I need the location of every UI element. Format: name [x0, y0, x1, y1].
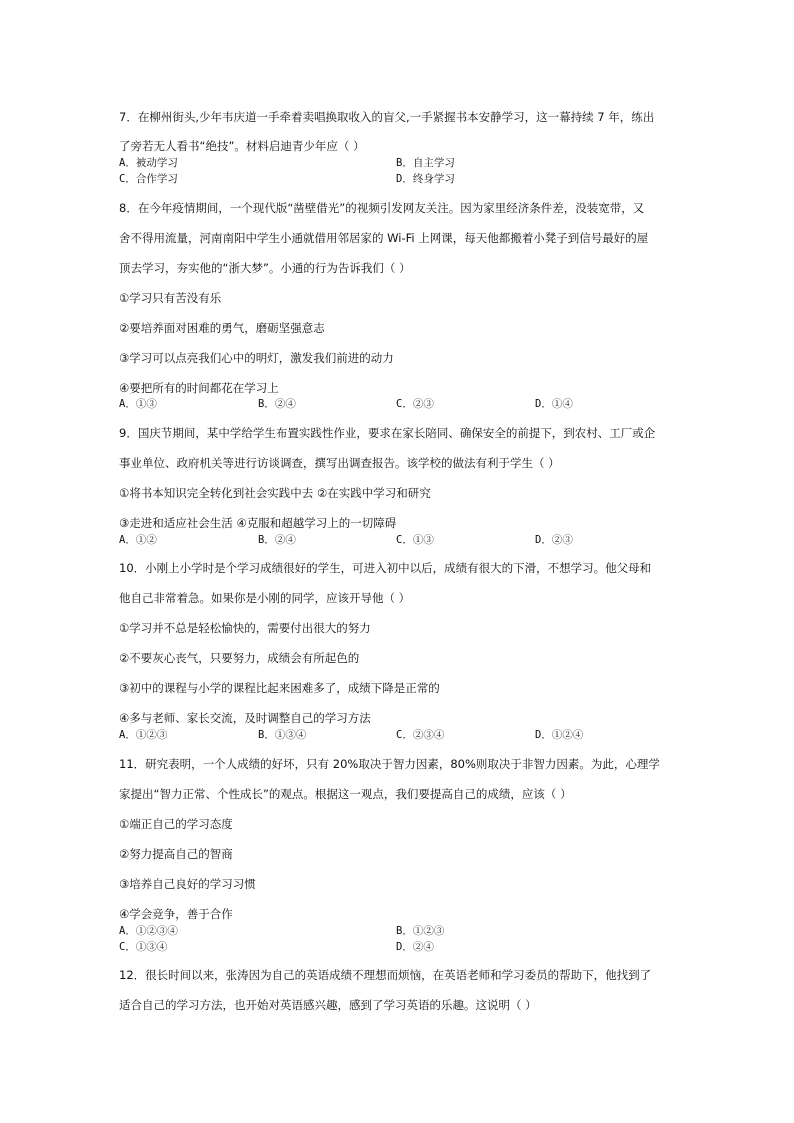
question-8-option-c[interactable]: C．②③ [396, 398, 434, 410]
question-11-statement-1: ①端正自己的学习态度 [119, 817, 233, 831]
question-7-stem-line-1: 7．在柳州街头,少年韦庆道一手牵着卖唱换取收入的盲父,一手紧握书本安静学习，这一幕持续 7 年，练出 [119, 110, 655, 124]
question-9-stem-line-1: 9．国庆节期间，某中学给学生布置实践性作业，要求在家长陪同、确保安全的前提下，到农村、工厂或企 [119, 426, 656, 440]
question-10-stem-line-2: 他自己非常着急。如果你是小刚的同学，应该开导他（ ） [119, 591, 411, 605]
question-9-option-b[interactable]: B．②④ [258, 534, 296, 546]
question-11-option-d[interactable]: D．②④ [396, 941, 434, 953]
question-11-statement-2: ②努力提高自己的智商 [119, 847, 233, 861]
question-7-option-b[interactable]: B．自主学习 [396, 157, 455, 169]
question-8-statement-4: ④要把所有的时间都花在学习上 [119, 381, 279, 395]
question-7-option-d[interactable]: D．终身学习 [396, 173, 455, 185]
question-11-statement-3: ③培养自己良好的学习习惯 [119, 877, 256, 891]
question-11-option-c[interactable]: C．①③④ [119, 941, 168, 953]
question-9-option-c[interactable]: C．①③ [396, 534, 434, 546]
question-7-option-a[interactable]: A．被动学习 [119, 157, 178, 169]
question-8-statement-1: ①学习只有苦没有乐 [119, 291, 222, 305]
question-11-stem-line-1: 11．研究表明，一个人成绩的好坏，只有 20%取决于智力因素，80%则取决于非智力因素。为此，心理学 [119, 757, 660, 771]
question-12-stem-line-2: 适合自己的学习方法，也开始对英语感兴趣，感到了学习英语的乐趣。这说明（ ） [119, 998, 537, 1012]
question-8-stem-line-3: 顶去学习，夯实他的“浙大梦”。小通的行为告诉我们（ ） [119, 261, 411, 275]
question-10-stem-line-1: 10．小刚上小学时是个学习成绩很好的学生，可进入初中以后，成绩有很大的下滑，不想学习。他父母和 [119, 561, 652, 575]
question-10-option-c[interactable]: C．②③④ [396, 729, 445, 741]
question-10-statement-1: ①学习并不总是轻松愉快的，需要付出很大的努力 [119, 621, 371, 635]
question-9-statements-3-4: ③走进和适应社会生活 ④克服和超越学习上的一切障碍 [119, 516, 397, 530]
question-7-option-c[interactable]: C．合作学习 [119, 173, 178, 185]
question-11-stem-line-2: 家提出“智力正常、个性成长”的观点。根据这一观点，我们要提高自己的成绩，应该（ ） [119, 787, 572, 801]
question-10-statement-4: ④多与老师、家长交流，及时调整自己的学习方法 [119, 711, 371, 725]
question-10-option-d[interactable]: D．①②④ [535, 729, 584, 741]
question-9-statements-1-2: ①将书本知识完全转化到社会实践中去 ②在实践中学习和研究 [119, 486, 431, 500]
question-7-stem-line-2: 了旁若无人看书“绝技”。材料启迪青少年应（ ） [119, 139, 365, 153]
question-11-statement-4: ④学会竞争，善于合作 [119, 907, 233, 921]
question-8-stem-line-1: 8．在今年疫情期间，一个现代版“凿壁借光”的视频引发网友关注。因为家里经济条件差，没装宽带，又 [119, 201, 645, 215]
question-9-option-a[interactable]: A．①② [119, 534, 157, 546]
question-11-option-a[interactable]: A．①②③④ [119, 925, 178, 937]
question-9-option-d[interactable]: D．②③ [535, 534, 573, 546]
question-8-option-a[interactable]: A．①③ [119, 398, 157, 410]
question-10-option-b[interactable]: B．①③④ [258, 729, 307, 741]
question-8-statement-2: ②要培养面对困难的勇气，磨砺坚强意志 [119, 321, 325, 335]
question-11-option-b[interactable]: B．①②③ [396, 925, 445, 937]
question-9-stem-line-2: 事业单位、政府机关等进行访谈调查，撰写出调查报告。该学校的做法有利于学生（ ） [119, 456, 560, 470]
question-8-option-b[interactable]: B．②④ [258, 398, 296, 410]
question-10-statement-2: ②不要灰心丧气，只要努力，成绩会有所起色的 [119, 651, 360, 665]
question-8-statement-3: ③学习可以点亮我们心中的明灯，激发我们前进的动力 [119, 351, 394, 365]
question-12-stem-line-1: 12．很长时间以来，张涛因为自己的英语成绩不理想而烦恼，在英语老师和学习委员的帮助下，他找到了 [119, 968, 652, 982]
question-8-option-d[interactable]: D．①④ [535, 398, 573, 410]
question-8-stem-line-2: 舍不得用流量，河南南阳中学生小通就借用邻居家的 Wi-Fi 上网课，每天他都搬着小凳子到信号最好的屋 [119, 231, 649, 245]
question-10-statement-3: ③初中的课程与小学的课程比起来困难多了，成绩下降是正常的 [119, 681, 440, 695]
question-10-option-a[interactable]: A．①②③ [119, 729, 168, 741]
